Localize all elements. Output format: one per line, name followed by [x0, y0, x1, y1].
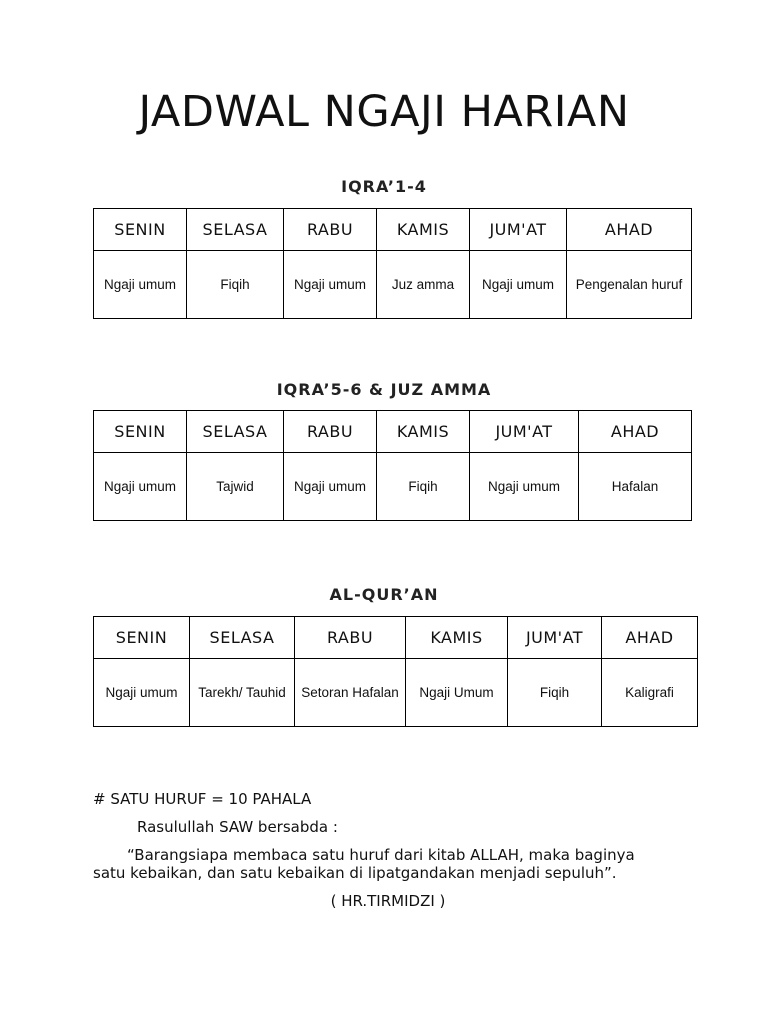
hadith-quote-line-2: satu kebaikan, dan satu kebaikan di lipatgandakan menjadi sepuluh”.	[93, 864, 617, 882]
day-header: JUM'AT	[470, 209, 567, 251]
schedule-table-iqra-1-4	[93, 208, 692, 319]
day-header: SELASA	[190, 617, 295, 659]
day-header: JUM'AT	[470, 411, 579, 453]
activity-cell: Fiqih	[508, 659, 602, 727]
section-heading-iqra-5-6: IQRA’5-6 & JUZ AMMA	[276, 380, 492, 399]
day-header: SENIN	[94, 209, 187, 251]
activity-cell: Ngaji Umum	[406, 659, 508, 727]
day-header: KAMIS	[377, 209, 470, 251]
day-header: RABU	[284, 209, 377, 251]
activity-cell: Juz amma	[377, 251, 470, 319]
schedule-table-al-quran	[93, 616, 698, 727]
activity-cell: Ngaji umum	[94, 659, 190, 727]
activity-cell: Ngaji umum	[284, 453, 377, 521]
activity-cell: Pengenalan huruf	[567, 251, 692, 319]
schedule-table-iqra-5-6	[93, 410, 692, 521]
day-header: AHAD	[602, 617, 698, 659]
day-header: KAMIS	[406, 617, 508, 659]
activity-cell: Ngaji umum	[470, 251, 567, 319]
hadith-source: ( HR.TIRMIDZI )	[330, 892, 446, 910]
activity-cell: Tajwid	[187, 453, 284, 521]
hadith-heading: # SATU HURUF = 10 PAHALA	[93, 790, 312, 808]
section-heading-iqra-1-4: IQRA’1-4	[341, 177, 427, 196]
activity-cell: Setoran Hafalan	[295, 659, 406, 727]
hadith-quote-line-1: “Barangsiapa membaca satu huruf dari kitab ALLAH, maka baginya	[127, 846, 635, 864]
hadith-intro: Rasulullah SAW bersabda :	[137, 818, 338, 836]
activity-cell: Fiqih	[377, 453, 470, 521]
activity-cell: Fiqih	[187, 251, 284, 319]
section-heading-al-quran: AL-QUR’AN	[329, 585, 439, 604]
day-header: AHAD	[579, 411, 692, 453]
activity-cell: Ngaji umum	[94, 251, 187, 319]
activity-cell: Ngaji umum	[470, 453, 579, 521]
activity-cell: Ngaji umum	[284, 251, 377, 319]
day-header: JUM'AT	[508, 617, 602, 659]
activity-cell: Tarekh/ Tauhid	[190, 659, 295, 727]
activity-cell: Kaligrafi	[602, 659, 698, 727]
day-header: AHAD	[567, 209, 692, 251]
page-title: JADWAL NGAJI HARIAN	[138, 87, 630, 137]
day-header: SELASA	[187, 411, 284, 453]
day-header: KAMIS	[377, 411, 470, 453]
activity-cell: Hafalan	[579, 453, 692, 521]
day-header: SELASA	[187, 209, 284, 251]
activity-cell: Ngaji umum	[94, 453, 187, 521]
day-header: RABU	[284, 411, 377, 453]
day-header: SENIN	[94, 617, 190, 659]
day-header: SENIN	[94, 411, 187, 453]
day-header: RABU	[295, 617, 406, 659]
